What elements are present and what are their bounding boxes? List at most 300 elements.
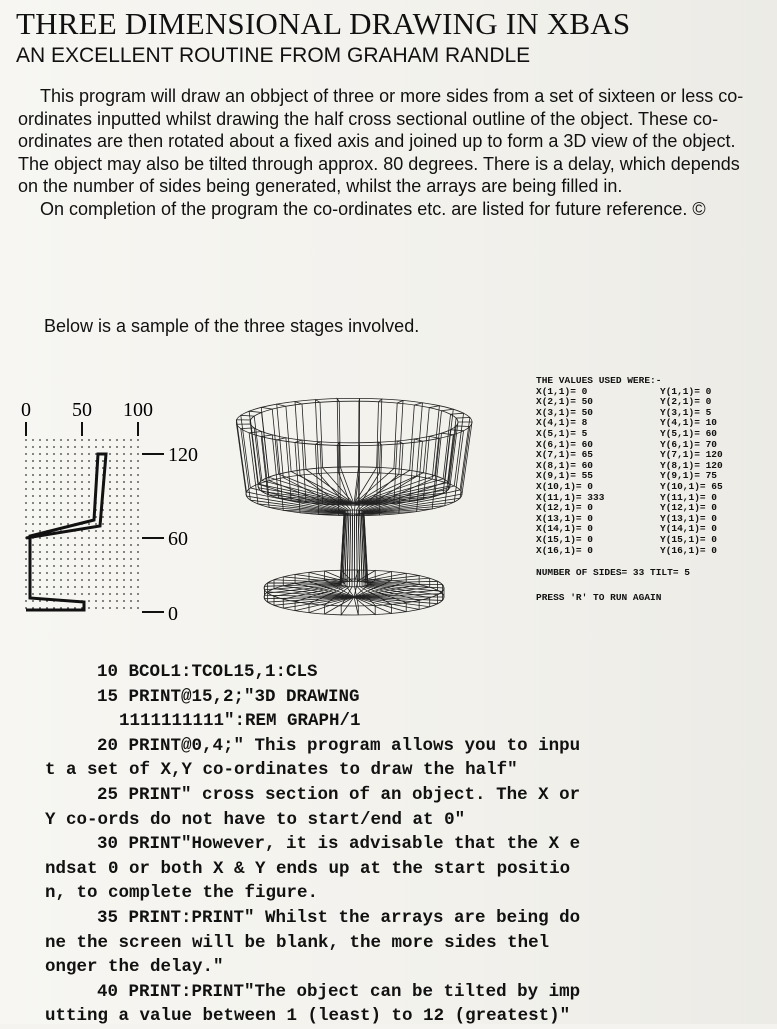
grid-dot bbox=[137, 558, 139, 560]
grid-dot bbox=[109, 572, 111, 574]
grid-dot bbox=[130, 502, 132, 504]
x-value: X(12,1)= 0 bbox=[536, 502, 594, 514]
x-value: X(13,1)= 0 bbox=[536, 512, 594, 524]
wireframe-lines bbox=[236, 398, 472, 615]
grid-dot bbox=[109, 537, 111, 539]
grid-dot bbox=[67, 453, 69, 455]
values-printout bbox=[536, 376, 776, 603]
grid-dot bbox=[74, 453, 76, 455]
grid-dot bbox=[53, 558, 55, 560]
cross-section-graph bbox=[14, 396, 234, 636]
grid-dot bbox=[25, 488, 27, 490]
grid-dot bbox=[53, 467, 55, 469]
grid-dot bbox=[74, 467, 76, 469]
grid-dot bbox=[60, 488, 62, 490]
values-row bbox=[536, 535, 776, 546]
grid-dot bbox=[60, 593, 62, 595]
grid-dot bbox=[123, 509, 125, 511]
grid-dot bbox=[116, 607, 118, 609]
grid-dot bbox=[95, 439, 97, 441]
grid-dot bbox=[81, 544, 83, 546]
grid-dot bbox=[32, 446, 34, 448]
grid-dot bbox=[130, 439, 132, 441]
grid-dot bbox=[32, 509, 34, 511]
grid-dot bbox=[102, 551, 104, 553]
grid-dot bbox=[123, 558, 125, 560]
grid-dot bbox=[109, 551, 111, 553]
grid-dot bbox=[60, 481, 62, 483]
grid-dot bbox=[74, 495, 76, 497]
grid-dot bbox=[53, 446, 55, 448]
grid-dot bbox=[74, 516, 76, 518]
y-value: Y(14,1)= 0 bbox=[660, 523, 718, 535]
grid-dot bbox=[109, 474, 111, 476]
grid-dot bbox=[88, 502, 90, 504]
grid-dot bbox=[67, 446, 69, 448]
grid-dot bbox=[137, 460, 139, 462]
grid-dot bbox=[25, 586, 27, 588]
grid-dot bbox=[102, 600, 104, 602]
listing-line: 25 PRINT" cross section of an object. The X or bbox=[97, 784, 581, 805]
grid-dot bbox=[130, 516, 132, 518]
grid-dot bbox=[39, 586, 41, 588]
listing-line: onger the delay." bbox=[45, 957, 224, 978]
intro-paragraph: This program will draw an obbject of three or more sides from a set of sixteen or less co-ordinates inputted whilst drawing the half cross sectional outline of the object. These co-ordinates are then rotated about a fixed axis and joined up to form a 3D view of the object. The object may also be tilted through approx. 80 degrees. There is a delay, which depends on the number of sides being generated, whilst the arrays are being filled in. bbox=[18, 86, 744, 196]
grid-dot bbox=[74, 558, 76, 560]
grid-dot bbox=[88, 544, 90, 546]
grid-dot bbox=[137, 530, 139, 532]
grid-dot bbox=[46, 523, 48, 525]
grid-dot bbox=[60, 572, 62, 574]
grid-dot bbox=[102, 460, 104, 462]
listing-line: utting a value between 1 (least) to 12 (greatest)" bbox=[45, 1006, 571, 1027]
grid-dot bbox=[46, 495, 48, 497]
grid-dot bbox=[53, 509, 55, 511]
grid-dot bbox=[39, 523, 41, 525]
grid-dot bbox=[116, 593, 118, 595]
x-value: X(11,1)= 333 bbox=[536, 491, 605, 503]
grid-dot bbox=[67, 551, 69, 553]
grid-dot bbox=[95, 530, 97, 532]
grid-dot bbox=[95, 593, 97, 595]
y-tick-label: 120 bbox=[168, 444, 198, 466]
grid-dot bbox=[46, 544, 48, 546]
x-value: X(3,1)= 50 bbox=[536, 406, 594, 418]
grid-dot bbox=[88, 607, 90, 609]
grid-dot bbox=[123, 453, 125, 455]
grid-dot bbox=[53, 516, 55, 518]
grid-dot bbox=[88, 516, 90, 518]
grid-dot bbox=[102, 572, 104, 574]
grid-dot bbox=[102, 523, 104, 525]
program-listing bbox=[45, 660, 745, 1029]
values-row bbox=[536, 482, 776, 493]
grid-dot bbox=[39, 600, 41, 602]
grid-dot bbox=[25, 467, 27, 469]
grid-dot bbox=[95, 558, 97, 560]
grid-dot bbox=[60, 544, 62, 546]
x-value: X(5,1)= 5 bbox=[536, 427, 588, 439]
y-value: Y(6,1)= 70 bbox=[660, 438, 718, 450]
grid-dot bbox=[88, 481, 90, 483]
grid-dot bbox=[88, 453, 90, 455]
grid-dot bbox=[60, 579, 62, 581]
grid-dot bbox=[32, 460, 34, 462]
grid-dot bbox=[74, 593, 76, 595]
grid-dot bbox=[137, 453, 139, 455]
grid-dot bbox=[81, 502, 83, 504]
grid-dot bbox=[39, 439, 41, 441]
listing-line: ndsat 0 or both X & Y ends up at the start positio bbox=[45, 858, 571, 879]
grid-dot bbox=[130, 607, 132, 609]
wire-line bbox=[250, 401, 458, 443]
grid-dot bbox=[39, 467, 41, 469]
grid-dot bbox=[130, 558, 132, 560]
grid-dot bbox=[109, 586, 111, 588]
grid-dot bbox=[88, 558, 90, 560]
grid-dot bbox=[53, 460, 55, 462]
grid-dot bbox=[137, 551, 139, 553]
grid-dot bbox=[32, 481, 34, 483]
y-value: Y(13,1)= 0 bbox=[660, 512, 718, 524]
grid-dot bbox=[39, 537, 41, 539]
grid-dot bbox=[81, 439, 83, 441]
grid-dot bbox=[116, 537, 118, 539]
grid-dot bbox=[39, 544, 41, 546]
grid-dot bbox=[60, 460, 62, 462]
grid-dot bbox=[60, 446, 62, 448]
grid-dot bbox=[53, 474, 55, 476]
grid-dot bbox=[88, 474, 90, 476]
grid-dot bbox=[25, 481, 27, 483]
sides-tilt-line: NUMBER OF SIDES= 33 TILT= 5 bbox=[536, 567, 690, 579]
grid-dot bbox=[109, 488, 111, 490]
grid-dot bbox=[95, 565, 97, 567]
grid-dot bbox=[81, 579, 83, 581]
grid-dot bbox=[53, 481, 55, 483]
grid-dot bbox=[116, 586, 118, 588]
grid-dot bbox=[88, 593, 90, 595]
grid-dot bbox=[81, 572, 83, 574]
grid-dot bbox=[81, 481, 83, 483]
grid-dot bbox=[67, 579, 69, 581]
grid-dot bbox=[53, 439, 55, 441]
y-value: Y(2,1)= 0 bbox=[660, 396, 712, 408]
grid-dot bbox=[60, 516, 62, 518]
grid-dot bbox=[67, 523, 69, 525]
grid-dot bbox=[74, 544, 76, 546]
press-r-line: PRESS 'R' TO RUN AGAIN bbox=[536, 591, 662, 603]
grid-dot bbox=[137, 488, 139, 490]
y-value: Y(3,1)= 5 bbox=[660, 406, 712, 418]
values-header: THE VALUES USED WERE:- bbox=[536, 375, 662, 386]
grid-dot bbox=[32, 551, 34, 553]
grid-dot bbox=[137, 502, 139, 504]
grid-dot bbox=[53, 537, 55, 539]
grid-dot bbox=[32, 572, 34, 574]
y-value: Y(16,1)= 0 bbox=[660, 544, 718, 556]
grid-dot bbox=[81, 460, 83, 462]
grid-dot bbox=[116, 523, 118, 525]
grid-dot bbox=[123, 495, 125, 497]
grid-dot bbox=[130, 481, 132, 483]
grid-dot bbox=[53, 586, 55, 588]
y-value: Y(12,1)= 0 bbox=[660, 502, 718, 514]
grid-dot bbox=[32, 600, 34, 602]
grid-dot bbox=[116, 509, 118, 511]
grid-dot bbox=[74, 586, 76, 588]
grid-dot bbox=[123, 502, 125, 504]
grid-dot bbox=[116, 516, 118, 518]
grid-dot bbox=[130, 460, 132, 462]
grid-dot bbox=[25, 565, 27, 567]
y-value: Y(7,1)= 120 bbox=[660, 449, 723, 461]
grid-dot bbox=[88, 460, 90, 462]
grid-dot bbox=[39, 502, 41, 504]
grid-dot bbox=[130, 488, 132, 490]
grid-dot bbox=[46, 593, 48, 595]
grid-dot bbox=[123, 586, 125, 588]
grid-dot bbox=[46, 551, 48, 553]
y-tick-label: 60 bbox=[168, 528, 188, 550]
grid-dot bbox=[109, 516, 111, 518]
grid-dot bbox=[67, 481, 69, 483]
y-value: Y(8,1)= 120 bbox=[660, 459, 723, 471]
grid-dot bbox=[53, 502, 55, 504]
grid-dot bbox=[123, 439, 125, 441]
grid-dot bbox=[67, 474, 69, 476]
grid-dot bbox=[74, 537, 76, 539]
grid-dot bbox=[25, 460, 27, 462]
grid-dot bbox=[137, 446, 139, 448]
grid-dot bbox=[46, 509, 48, 511]
y-value: Y(1,1)= 0 bbox=[660, 385, 712, 397]
grid-dot bbox=[46, 502, 48, 504]
grid-dot bbox=[137, 593, 139, 595]
grid-dot bbox=[39, 593, 41, 595]
grid-dot bbox=[109, 481, 111, 483]
grid-dot bbox=[74, 488, 76, 490]
grid-dot bbox=[32, 488, 34, 490]
grid-dot bbox=[116, 439, 118, 441]
grid-dot bbox=[88, 530, 90, 532]
grid-dot bbox=[102, 565, 104, 567]
grid-dot bbox=[130, 551, 132, 553]
grid-dot bbox=[60, 551, 62, 553]
grid-dot bbox=[130, 523, 132, 525]
grid-dot bbox=[109, 453, 111, 455]
grid-dot bbox=[95, 586, 97, 588]
listing-line: 10 BCOL1:TCOL15,1:CLS bbox=[97, 662, 318, 682]
grid-dot bbox=[81, 586, 83, 588]
grid-dot bbox=[67, 516, 69, 518]
grid-dot bbox=[109, 460, 111, 462]
grid-dot bbox=[95, 572, 97, 574]
grid-dot bbox=[116, 467, 118, 469]
grid-dot bbox=[109, 495, 111, 497]
grid-dot bbox=[102, 586, 104, 588]
grid-dot bbox=[39, 565, 41, 567]
grid-dot bbox=[67, 544, 69, 546]
listing-line: Y co-ords do not have to start/end at 0" bbox=[45, 809, 466, 830]
grid-dot bbox=[60, 509, 62, 511]
grid-dot bbox=[53, 565, 55, 567]
grid-dot bbox=[81, 488, 83, 490]
grid-dot bbox=[123, 488, 125, 490]
grid-dot bbox=[81, 565, 83, 567]
grid-dot bbox=[130, 446, 132, 448]
grid-dot bbox=[46, 488, 48, 490]
grid-dot bbox=[32, 579, 34, 581]
grid-dot bbox=[130, 586, 132, 588]
y-value: Y(11,1)= 0 bbox=[660, 491, 718, 503]
grid-dot bbox=[137, 495, 139, 497]
grid-dot bbox=[130, 495, 132, 497]
grid-dot bbox=[25, 551, 27, 553]
grid-dot bbox=[46, 439, 48, 441]
grid-dot bbox=[109, 509, 111, 511]
grid-dot bbox=[25, 502, 27, 504]
grid-dot bbox=[32, 439, 34, 441]
grid-dot bbox=[53, 453, 55, 455]
grid-dot bbox=[102, 446, 104, 448]
grid-dot bbox=[137, 467, 139, 469]
grid-dot bbox=[137, 600, 139, 602]
grid-dot bbox=[46, 460, 48, 462]
grid-dot bbox=[81, 516, 83, 518]
grid-dot bbox=[25, 530, 27, 532]
grid-dot bbox=[109, 607, 111, 609]
x-value: X(6,1)= 60 bbox=[536, 438, 594, 450]
grid-dot bbox=[123, 446, 125, 448]
grid-dot bbox=[81, 509, 83, 511]
listing-line: ne the screen will be blank, the more sides thel bbox=[45, 932, 550, 953]
x-tick-label: 100 bbox=[123, 399, 153, 421]
listing-line: 30 PRINT"However, it is advisable that the X e bbox=[97, 834, 581, 855]
listing-line: t a set of X,Y co-ordinates to draw the half" bbox=[45, 760, 518, 781]
grid-dot bbox=[137, 586, 139, 588]
grid-dot bbox=[88, 467, 90, 469]
grid-dot bbox=[39, 453, 41, 455]
grid-dot bbox=[116, 488, 118, 490]
grid-dot bbox=[39, 481, 41, 483]
grid-dot bbox=[39, 530, 41, 532]
grid-dot bbox=[32, 467, 34, 469]
grid-dot bbox=[60, 502, 62, 504]
values-table bbox=[536, 387, 776, 557]
grid-dot bbox=[39, 551, 41, 553]
article-title: THREE DIMENSIONAL DRAWING IN XBAS bbox=[16, 6, 631, 41]
grid-dot bbox=[67, 495, 69, 497]
grid-dot bbox=[74, 551, 76, 553]
grid-dot bbox=[102, 593, 104, 595]
x-value: X(2,1)= 50 bbox=[536, 396, 594, 408]
listing-line: 20 PRINT@0,4;" This program allows you to inpu bbox=[97, 735, 581, 756]
grid-dot bbox=[46, 481, 48, 483]
grid-dot bbox=[81, 453, 83, 455]
x-value: X(9,1)= 55 bbox=[536, 470, 594, 482]
values-row bbox=[536, 546, 776, 557]
grid-dot bbox=[32, 495, 34, 497]
grid-dot bbox=[88, 537, 90, 539]
grid-dot bbox=[46, 446, 48, 448]
x-value: X(1,1)= 0 bbox=[536, 385, 588, 397]
grid-dot bbox=[123, 460, 125, 462]
grid-dot bbox=[116, 481, 118, 483]
grid-dot bbox=[123, 523, 125, 525]
intro-paragraph: On completion of the program the co-ordinates etc. are listed for future reference. © bbox=[40, 198, 706, 219]
grid-dot bbox=[67, 502, 69, 504]
grid-dot bbox=[102, 558, 104, 560]
grid-dot bbox=[74, 579, 76, 581]
grid-dot bbox=[39, 460, 41, 462]
grid-dot bbox=[102, 579, 104, 581]
grid-dot bbox=[95, 600, 97, 602]
grid-dot bbox=[60, 439, 62, 441]
grid-dot bbox=[130, 565, 132, 567]
grid-dot bbox=[32, 544, 34, 546]
values-row bbox=[536, 429, 776, 440]
grid-dot bbox=[130, 467, 132, 469]
grid-dot bbox=[109, 558, 111, 560]
grid-dot bbox=[116, 600, 118, 602]
grid-dot bbox=[88, 600, 90, 602]
grid-dot bbox=[67, 572, 69, 574]
wire-line bbox=[354, 430, 464, 604]
grid-dot bbox=[130, 544, 132, 546]
x-value: X(4,1)= 8 bbox=[536, 417, 588, 429]
grid-dot bbox=[39, 579, 41, 581]
grid-dot bbox=[74, 509, 76, 511]
x-value: X(8,1)= 60 bbox=[536, 459, 594, 471]
grid-dot bbox=[81, 551, 83, 553]
grid-dot bbox=[39, 446, 41, 448]
listing-line: 1111111111":REM GRAPH/1 bbox=[119, 711, 361, 732]
grid-dot bbox=[109, 600, 111, 602]
grid-dot bbox=[81, 558, 83, 560]
grid-dot bbox=[123, 600, 125, 602]
grid-dot bbox=[39, 488, 41, 490]
grid-dot bbox=[46, 586, 48, 588]
grid-dot bbox=[109, 593, 111, 595]
grid-dot bbox=[116, 460, 118, 462]
grid-dot bbox=[60, 495, 62, 497]
grid-dot bbox=[60, 558, 62, 560]
grid-dot bbox=[53, 572, 55, 574]
grid-dot bbox=[109, 467, 111, 469]
grid-dot bbox=[81, 495, 83, 497]
x-value: X(16,1)= 0 bbox=[536, 544, 594, 556]
grid-dot bbox=[137, 544, 139, 546]
grid-dot bbox=[25, 558, 27, 560]
grid-dot bbox=[25, 474, 27, 476]
grid-dot bbox=[137, 481, 139, 483]
y-value: Y(10,1)= 65 bbox=[660, 480, 723, 492]
grid-dot bbox=[60, 586, 62, 588]
grid-dot bbox=[53, 523, 55, 525]
grid-dot bbox=[137, 607, 139, 609]
grid-dot bbox=[46, 467, 48, 469]
grid-dot bbox=[123, 474, 125, 476]
grid-dot bbox=[46, 579, 48, 581]
grid-dot bbox=[102, 516, 104, 518]
grid-dot bbox=[39, 474, 41, 476]
grid-dot bbox=[67, 558, 69, 560]
listing-line: 40 PRINT:PRINT"The object can be tilted by imp bbox=[97, 981, 581, 1002]
grid-dot bbox=[46, 558, 48, 560]
grid-dot bbox=[137, 537, 139, 539]
grid-dot bbox=[88, 495, 90, 497]
